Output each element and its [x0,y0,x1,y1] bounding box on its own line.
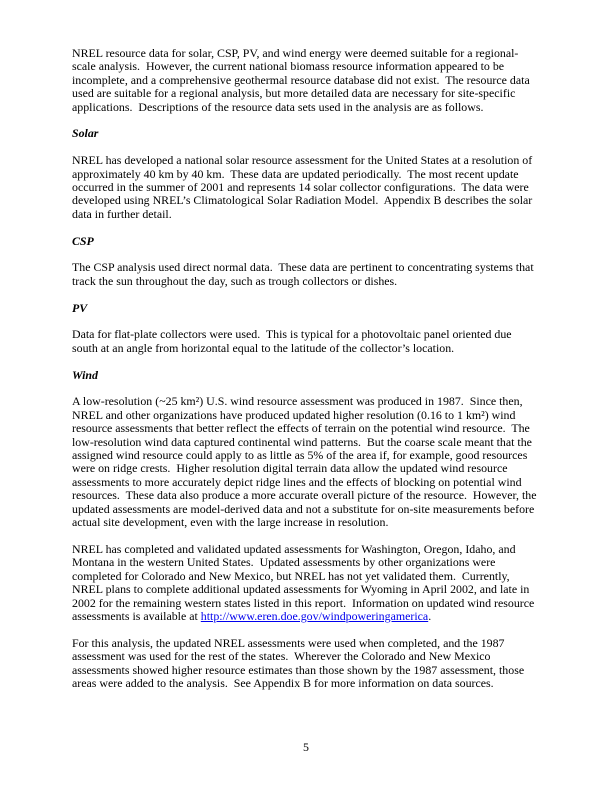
heading-solar: Solar [72,126,99,141]
paragraph-wind-3: For this analysis, the updated NREL assessments were used when completed, and the 1987 assessment was used for the rest of the states. Wherever the Colorado and New Mexico assessments showed higher resource estimates than those shown by the 1987 assessment, those areas were added to the analysis. See Appendix B for more information on data sources. [72,635,528,690]
heading-pv: PV [72,300,88,315]
heading-wind: Wind [72,367,98,382]
page-number: 5 [303,740,309,754]
paragraph-wind-1: A low-resolution (~25 km²) U.S. wind resource assessment was produced in 1987. Since then, NREL and other organizations have produced updated higher resolution (0.16 to 1 km²) wind resource assessments that better reflect the effects of terrain on the potential wind resource. The low-resolution wind data captured continental wind patterns. But the coarse scale meant that the assigned wind resource could apply to as little as 5% of the area if, for example, good resources were on ridge crests. Higher resolution digital terrain data allow the updated wind resource assessments to more accurately depict ridge lines and the effects of blocking on potential wind resources. These data also produce a more accurate overall picture of the resource. However, the updated assessments are model-derived data and not a substitute for on-site measurements before actual site development, even with the large increase in resolution. [72,394,540,530]
document-body [72,47,540,704]
sentence-period: . [428,608,432,623]
paragraph-intro: NREL resource data for solar, CSP, PV, and wind energy were deemed suitable for a regional-scale analysis. However, the current national biomass resource information appeared to be incomplete, and a comprehensive geothermal resource database did not exist. The resource data used are suitable for a regional analysis, but more detailed data are necessary for site-specific applications. Descriptions of the resource data sets used in the analysis are as follows. [72,46,533,114]
heading-csp: CSP [72,233,94,248]
paragraph-csp: The CSP analysis used direct normal data. These data are pertinent to concentrating systems that track the sun throughout the day, such as trough collectors or dishes. [72,260,537,288]
paragraph-pv: Data for flat-plate collectors were used. This is typical for a photovoltaic panel oriented due south at an angle from horizontal equal to the latitude of the collector’s location. [72,327,515,355]
windpoweringamerica-link[interactable]: http://www.eren.doe.gov/windpoweringamerica [200,608,429,623]
paragraph-wind-2 [72,543,540,623]
paragraph-solar: NREL has developed a national solar resource assessment for the United States at a resolution of approximately 40 km by 40 km. These data are updated periodically. The most recent update occurred in the summer of 2001 and represents 14 solar collector configurations. The data were developed using NREL’s Climatological Solar Radiation Model. Appendix B describes the solar data in further detail. [72,153,536,221]
wind-assessments-text: NREL has completed and validated updated assessments for Washington, Oregon, Idaho, and Montana in the western United States. Updated assessments by other organizations were completed for Colorado and New Mexico, but NREL has not yet validated them. Currently, NREL plans to complete additional updated assessments for Wyoming in April 2002, and late in 2002 for the remaining western states listed in this report. Information on updated wind resource assessments is available at [72,541,538,623]
